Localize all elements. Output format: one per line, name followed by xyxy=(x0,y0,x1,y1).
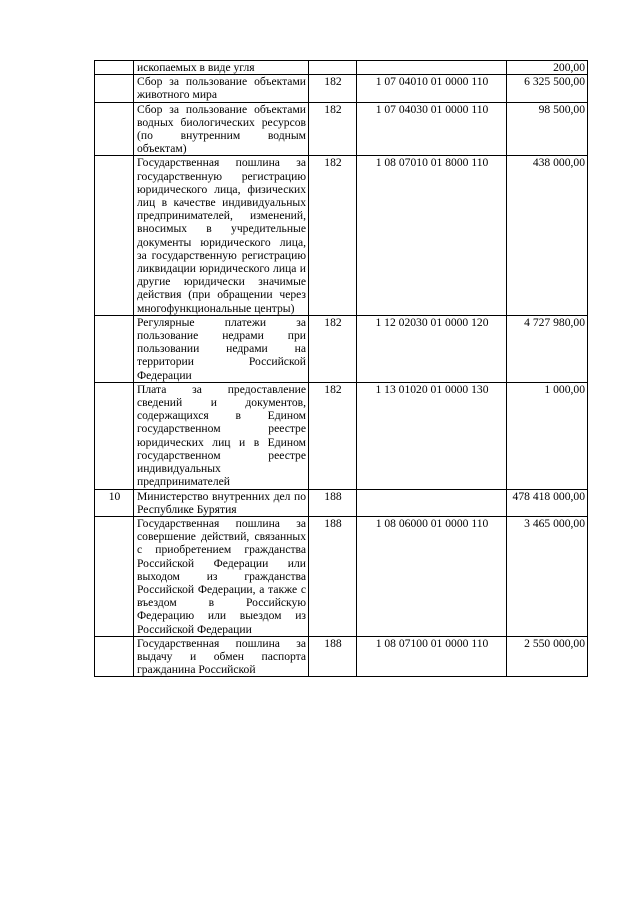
admin-code: 182 xyxy=(309,102,357,156)
table-row-ministry xyxy=(95,489,588,516)
revenue-name: Министерство внутренних дел по Республике Бурятия xyxy=(134,489,309,516)
table-row xyxy=(95,156,588,315)
admin-code xyxy=(309,61,357,75)
revenue-name: Сбор за пользование объектами водных биологических ресурсов (по внутренним водным объектам) xyxy=(134,102,309,156)
amount: 478 418 000,00 xyxy=(507,489,588,516)
admin-code: 188 xyxy=(309,636,357,677)
row-number: 10 xyxy=(95,489,134,516)
amount: 200,00 xyxy=(507,61,588,75)
admin-code: 188 xyxy=(309,489,357,516)
budget-classification-code: 1 08 06000 01 0000 110 xyxy=(357,516,507,636)
amount: 1 000,00 xyxy=(507,382,588,489)
amount: 3 465 000,00 xyxy=(507,516,588,636)
amount: 6 325 500,00 xyxy=(507,75,588,102)
budget-classification-code xyxy=(357,61,507,75)
row-number xyxy=(95,315,134,382)
budget-classification-code: 1 07 04030 01 0000 110 xyxy=(357,102,507,156)
revenue-name: Государственная пошлина за совершение действий, связанных с приобретением гражданства Российской Федерации или выходом из гражданства Российской Федерации, а также с въездом в Российскую Федерацию или выездом из Российской Федерации xyxy=(134,516,309,636)
revenue-name: Сбор за пользование объектами животного мира xyxy=(134,75,309,102)
row-number xyxy=(95,636,134,677)
row-number xyxy=(95,61,134,75)
row-number xyxy=(95,516,134,636)
row-number xyxy=(95,382,134,489)
table-row xyxy=(95,75,588,102)
admin-code: 182 xyxy=(309,156,357,315)
row-number xyxy=(95,102,134,156)
budget-classification-code: 1 07 04010 01 0000 110 xyxy=(357,75,507,102)
revenue-name: Государственная пошлина за выдачу и обмен паспорта гражданина Российской xyxy=(134,636,309,677)
row-number xyxy=(95,75,134,102)
revenue-name: Регулярные платежи за пользование недрами при пользовании недрами на территории Российской Федерации xyxy=(134,315,309,382)
revenue-table xyxy=(94,60,588,677)
admin-code: 188 xyxy=(309,516,357,636)
budget-classification-code: 1 12 02030 01 0000 120 xyxy=(357,315,507,382)
budget-classification-code xyxy=(357,489,507,516)
budget-classification-code: 1 08 07010 01 8000 110 xyxy=(357,156,507,315)
budget-classification-code: 1 13 01020 01 0000 130 xyxy=(357,382,507,489)
table-row xyxy=(95,315,588,382)
amount: 438 000,00 xyxy=(507,156,588,315)
table-row xyxy=(95,516,588,636)
budget-classification-code: 1 08 07100 01 0000 110 xyxy=(357,636,507,677)
revenue-name: Плата за предоставление сведений и документов, содержащихся в Едином государственном реестре юридических лиц и в Едином государственном реестре индивидуальных предпринимателей xyxy=(134,382,309,489)
table-row xyxy=(95,102,588,156)
amount: 2 550 000,00 xyxy=(507,636,588,677)
table-row xyxy=(95,61,588,75)
admin-code: 182 xyxy=(309,315,357,382)
amount: 4 727 980,00 xyxy=(507,315,588,382)
amount: 98 500,00 xyxy=(507,102,588,156)
table-row xyxy=(95,382,588,489)
revenue-name: ископаемых в виде угля xyxy=(134,61,309,75)
admin-code: 182 xyxy=(309,382,357,489)
row-number xyxy=(95,156,134,315)
admin-code: 182 xyxy=(309,75,357,102)
revenue-name: Государственная пошлина за государственную регистрацию юридического лица, физических лиц в качестве индивидуальных предпринимателей, изменений, вносимых в учредительные документы юридического лица, за государственную регистрацию ликвидации юридического лица и другие юридически значимые действия (при обращении через многофункциональные центры) xyxy=(134,156,309,315)
table-row xyxy=(95,636,588,677)
